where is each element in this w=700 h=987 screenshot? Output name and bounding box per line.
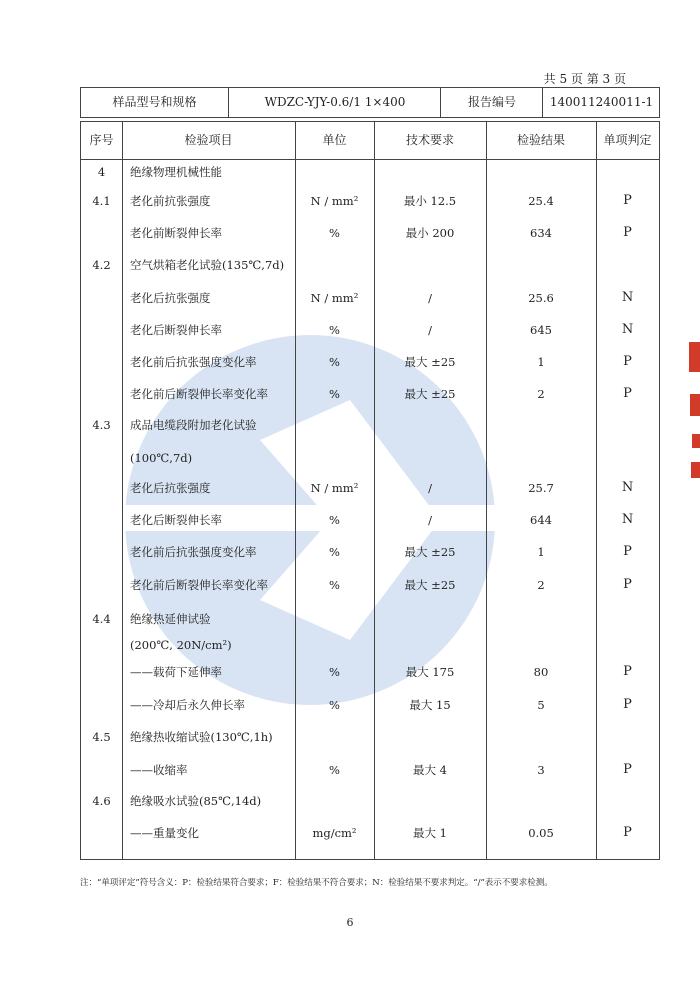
table-row: 老化后抗张强度 N / mm² / 25.6 N <box>130 290 634 305</box>
column-header-result: 检验结果 <box>516 133 565 147</box>
column-header-item: 检验项目 <box>184 133 233 147</box>
page-number: 6 <box>346 916 354 929</box>
table-row: (200℃, 20N/cm²) <box>130 638 232 652</box>
page-count: 共 5 页 第 3 页 <box>543 72 626 86</box>
table-row: ——载荷下延伸率 % 最大 175 80 P <box>130 664 632 679</box>
table-row: 4.5 绝缘热收缩试验(130℃,1h) <box>92 730 273 744</box>
table-row: ——收缩率 % 最大 4 3 P <box>130 762 632 777</box>
table-row: 老化后抗张强度 N / mm² / 25.7 N <box>130 480 634 495</box>
report-number-value: 140011240011-1 <box>542 88 660 117</box>
table-row: 老化前断裂伸长率 % 最小 200 634 P <box>130 225 632 240</box>
table-row: 4.4 绝缘热延伸试验 <box>92 612 211 626</box>
table-row: 老化前后断裂伸长率变化率 % 最大 ±25 2 P <box>130 386 632 401</box>
table-row: 4.3 成品电缆段附加老化试验 <box>92 418 257 432</box>
model-label: 样品型号和规格 <box>112 95 197 109</box>
table-row: ——冷却后永久伸长率 % 最大 15 5 P <box>130 697 632 712</box>
column-header-verdict: 单项判定 <box>603 133 652 147</box>
report-number-label: 报告编号 <box>440 88 543 117</box>
column-header-requirement: 技术要求 <box>405 133 454 147</box>
table-row: 老化前后抗张强度变化率 % 最大 ±25 1 P <box>130 354 632 369</box>
model-value: WDZC-YJY-0.6/1 1×400 <box>228 88 441 117</box>
table-row: ——重量变化 mg/cm² 最大 1 0.05 P <box>130 825 632 840</box>
table-row: 4.1 老化前抗张强度 N / mm² 最小 12.5 25.4 P <box>92 193 632 208</box>
footnote: 注：“单项评定”符号含义：P：检验结果符合要求；F：检验结果不符合要求；N：检验结果不要求判定。“/”表示不要求检测。 <box>80 878 553 888</box>
table-row: 4 绝缘物理机械性能 <box>97 165 222 179</box>
table-row: 老化后断裂伸长率 % / 644 N <box>130 512 634 527</box>
red-seal-edge-icon <box>686 342 700 482</box>
test-results-table <box>80 121 660 860</box>
table-row: 4.6 绝缘吸水试验(85℃,14d) <box>92 794 262 808</box>
table-row: (100℃,7d) <box>130 451 193 465</box>
table-row: 老化前后断裂伸长率变化率 % 最大 ±25 2 P <box>130 577 632 592</box>
sample-info-header <box>80 87 660 118</box>
table-row: 老化后断裂伸长率 % / 645 N <box>130 322 634 337</box>
column-header-no: 序号 <box>89 133 114 147</box>
table-row: 4.2 空气烘箱老化试验(135℃,7d) <box>92 258 285 272</box>
table-row: 老化前后抗张强度变化率 % 最大 ±25 1 P <box>130 544 632 559</box>
column-header-unit: 单位 <box>322 133 347 147</box>
